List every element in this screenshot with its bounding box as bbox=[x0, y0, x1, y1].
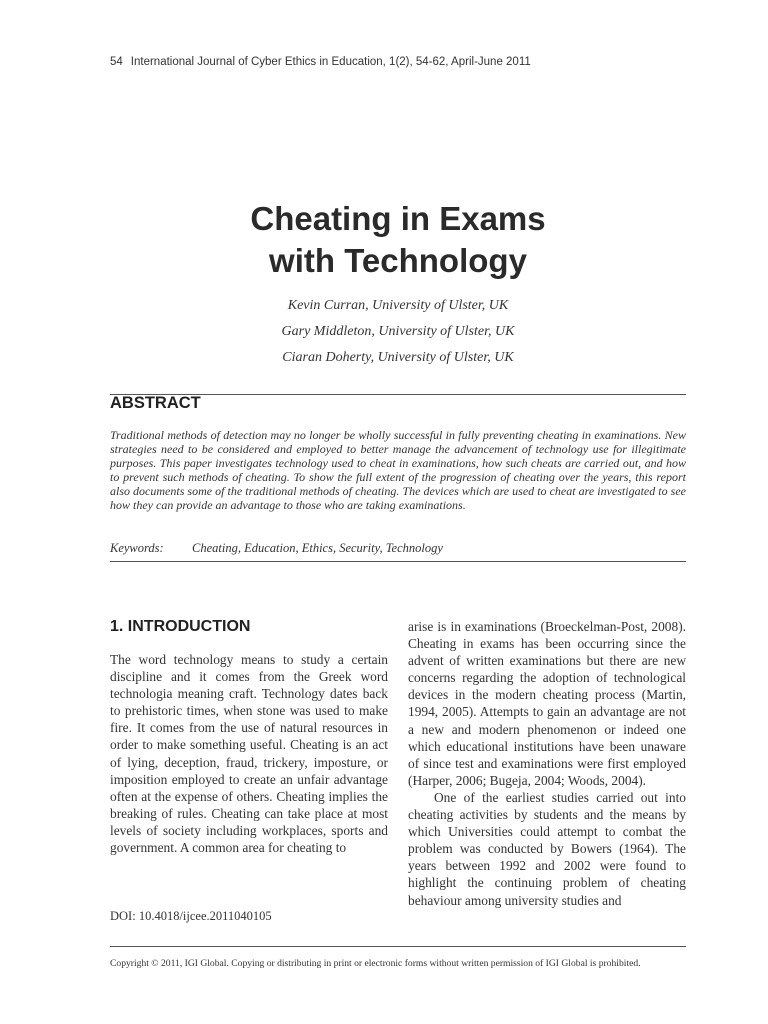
author-2: Gary Middleton, University of Ulster, UK bbox=[281, 324, 515, 339]
author-3: Ciaran Doherty, University of Ulster, UK bbox=[282, 350, 514, 365]
keywords-label: Keywords: bbox=[110, 541, 164, 555]
intro-paragraph-1-continued: arise is in examinations (Broeckelman-Post, 2008). Cheating in exams has been occurring since the advent of written examinations but there are new concerns regarding the adoption of technological devices in the modern cheating process (Martin, 1994, 2005). Attempts to gain an advantage are not a new and modern phenomenon or indeed one which educational institutions have been unaware of since test and examinations were first employed (Harper, 2006; Bugeja, 2004; Woods, 2004). bbox=[408, 619, 686, 788]
author-list bbox=[110, 293, 686, 371]
journal-citation: International Journal of Cyber Ethics in Education, 1(2), 54-62, April-June 2011 bbox=[130, 56, 531, 68]
section-heading-introduction: 1. INTRODUCTION bbox=[110, 618, 251, 635]
keywords-values: Cheating, Education, Ethics, Security, Technology bbox=[192, 541, 443, 555]
footer-rule bbox=[110, 946, 686, 947]
abstract-text: Traditional methods of detection may no longer be wholly successful in fully preventing cheating in examinations. New strategies need to be considered and employed to better manage the advancement of technology use for illegitimate purposes. This paper investigates technology used to cheat in examinations, how such cheats are carried out, and how to prevent such methods of cheating. To show the full extent of the progression of cheating over the years, this report also documents some of the traditional methods of cheating. The devices which are used to cheat are investigated to see how they can provide an advantage to those who are taking examinations. bbox=[110, 428, 686, 513]
author-1: Kevin Curran, University of Ulster, UK bbox=[287, 298, 509, 313]
body-column-right bbox=[408, 618, 686, 909]
keywords bbox=[110, 541, 443, 556]
page-number: 54 bbox=[110, 56, 123, 68]
running-header bbox=[110, 56, 531, 68]
title-line-1: Cheating in Exams bbox=[250, 200, 546, 237]
intro-paragraph-1: The word technology means to study a certain discipline and it comes from the Greek word technologia meaning craft. Technology dates back to prehistoric times, when stone was used to make fire. It comes from the use of natural resources in order to make something useful. Cheating is an act of lying, deception, fraud, trickery, imposture, or imposition employed to create an unfair advantage often at the expense of others. Cheating implies the breaking of rules. Cheating can take place at most levels of society including workplaces, sports and government. A common area for cheating to bbox=[110, 652, 388, 856]
copyright-notice: Copyright © 2011, IGI Global. Copying or distributing in print or electronic forms without written permission of IGI Global is prohibited. bbox=[110, 958, 641, 969]
abstract-bottom-rule bbox=[110, 561, 686, 562]
title-line-2: with Technology bbox=[269, 242, 527, 279]
paper-title bbox=[110, 198, 686, 282]
doi: DOI: 10.4018/ijcee.2011040105 bbox=[110, 909, 272, 923]
abstract-heading: ABSTRACT bbox=[110, 394, 201, 412]
body-column-left bbox=[110, 651, 388, 856]
intro-paragraph-2: One of the earliest studies carried out into cheating activities by students and the means by which Universities could attempt to combat the problem was conducted by Bowers (1964). The years between 1992 and 2002 were found to highlight the continuing problem of cheating behaviour among university studies and bbox=[408, 789, 686, 908]
